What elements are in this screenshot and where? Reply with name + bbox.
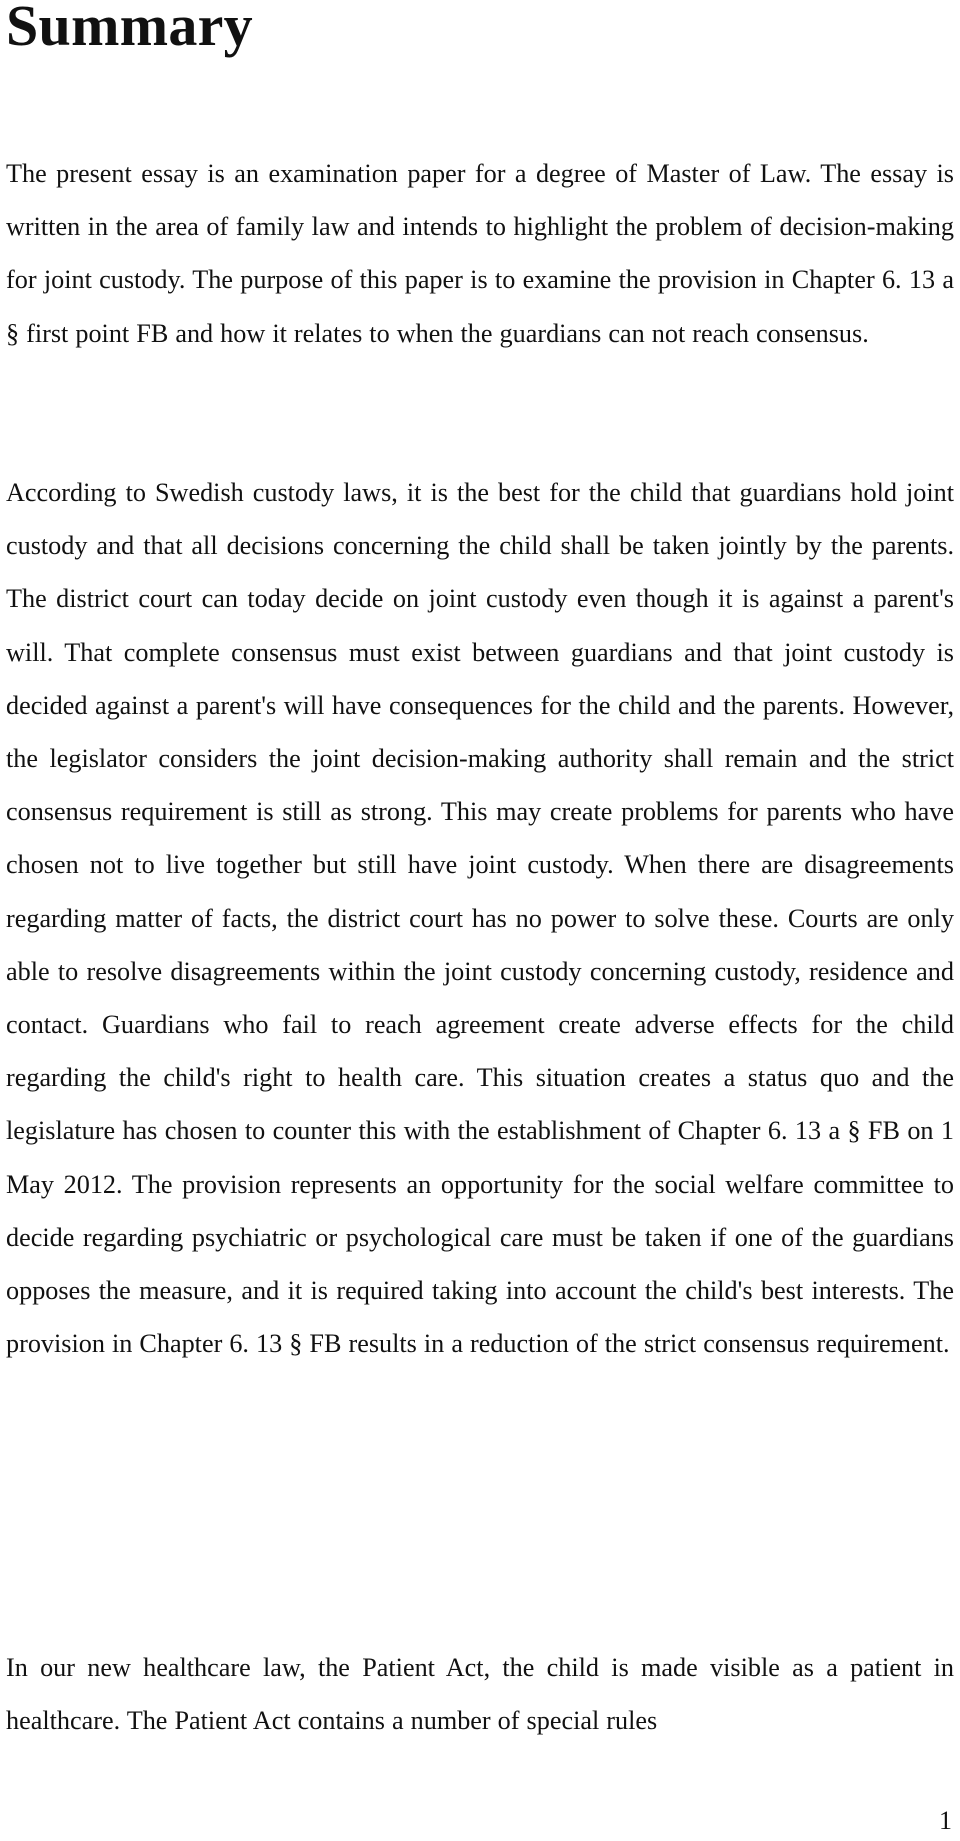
page-title: Summary	[6, 0, 253, 58]
paragraph-intro: The present essay is an examination paper for a degree of Master of Law. The essay is written in the area of family law and intends to highlight the problem of decision-making for joint custody. The purpose of this paper is to examine the provision in Chapter 6. 13 a § first point FB and how it relates to when the guardians can not reach consensus.	[6, 159, 954, 348]
page-number: 1	[939, 1806, 952, 1835]
paragraph-custody-laws: According to Swedish custody laws, it is the best for the child that guardians hold joint custody and that all decisions concerning the child shall be taken jointly by the parents. The district court can today decide on joint custody even though it is against a parent's will. That complete consensus must exist between guardians and that joint custody is decided against a parent's will have consequences for the child and the parents. However, the legislator considers the joint decision-making authority shall remain and the strict consensus requirement is still as strong. This may create problems for parents who have chosen not to live together but still have joint custody. When there are disagreements regarding matter of facts, the district court has no power to solve these. Courts are only able to resolve disagreements within the joint custody concerning custody, residence and contact. Guardians who fail to reach agreement create adverse effects for the child regarding the child's right to health care. This situation creates a status quo and the legislature has chosen to counter this with the establishment of Chapter 6. 13 a § FB on 1 May 2012. The provision represents an opportunity for the social welfare committee to decide regarding psychiatric or psychological care must be taken if one of the guardians opposes the measure, and it is required taking into account the child's best interests. The provision in Chapter 6. 13 § FB results in a reduction of the strict consensus requirement.	[6, 478, 954, 1359]
paragraph-patient-act: In our new healthcare law, the Patient Act, the child is made visible as a patient in healthcare. The Patient Act contains a number of special rules	[6, 1653, 954, 1736]
